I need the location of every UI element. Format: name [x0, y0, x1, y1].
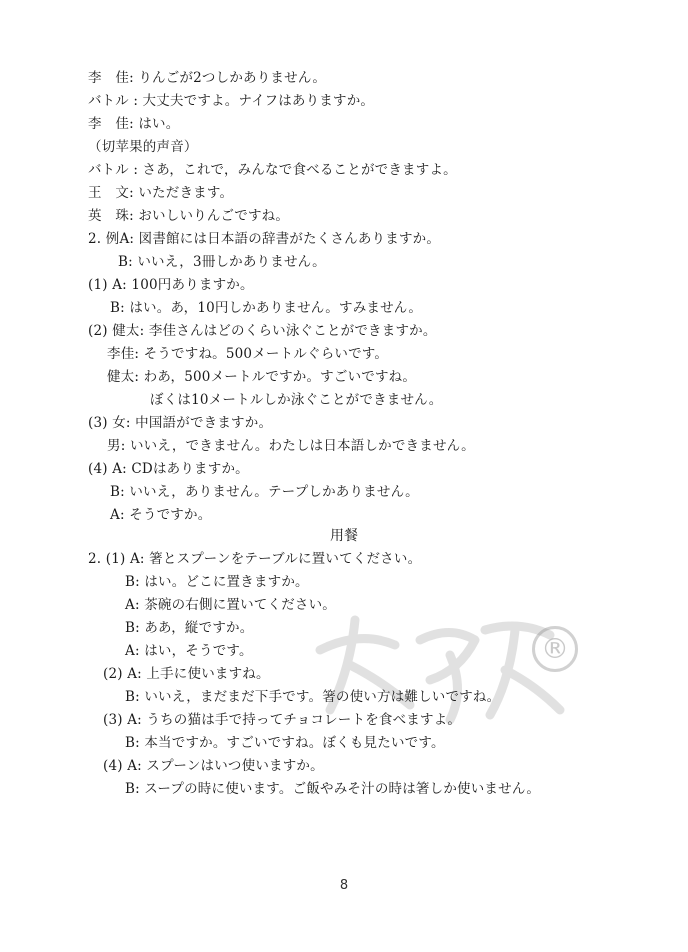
text-line: (3) A: うちの猫は手で持ってチョコレートを食べますよ。: [103, 712, 462, 728]
text-line: 健太: わあ，500メートルですか。すごいですね。: [107, 369, 417, 385]
text-line: (1) A: 100円ありますか。: [88, 277, 254, 293]
text-line: A: はい，そうです。: [125, 643, 253, 659]
text-line: B: 本当ですか。すごいですね。ぼくも見たいです。: [125, 735, 445, 751]
text-line: (4) A: CDはありますか。: [88, 461, 249, 477]
page-number: 8: [339, 878, 349, 893]
text-line: 王 文: いただきます。: [88, 185, 234, 201]
text-line: B: いいえ，3冊しかありません。: [118, 254, 326, 270]
section-heading: 用餐: [330, 528, 358, 544]
text-line: B: ああ，縦ですか。: [125, 620, 254, 636]
text-line: B: スープの時に使います。ご飯やみそ汁の時は箸しか使いません。: [125, 781, 541, 797]
text-line: 李佳: そうですね。500メートルぐらいです。: [107, 346, 389, 362]
text-line: B: いいえ，まだまだ下手です。箸の使い方は難しいですね。: [125, 689, 501, 705]
watermark-logo-icon: [300, 610, 580, 730]
text-line: B: はい。あ，10円しかありません。すみません。: [110, 300, 423, 316]
text-line: 李 佳: りんごが2つしかありません。: [88, 70, 327, 86]
text-line: A: そうですか。: [110, 507, 212, 523]
text-line: 2. 例A: 図書館には日本語の辞書がたくさんありますか。: [88, 231, 441, 247]
text-line: 男: いいえ，できません。わたしは日本語しかできません。: [107, 438, 475, 454]
text-line: 李 佳: はい。: [88, 116, 180, 132]
text-line: 英 珠: おいしいりんごですね。: [88, 208, 290, 224]
text-line: A: 茶碗の右側に置いてください。: [125, 597, 336, 613]
text-line: B: はい。どこに置きますか。: [125, 574, 309, 590]
text-line: (2) A: 上手に使いますね。: [103, 666, 270, 682]
text-line: (4) A: スプーンはいつ使いますか。: [103, 758, 324, 774]
text-line: 2. (1) A: 箸とスプーンをテーブルに置いてください。: [88, 551, 422, 567]
text-line: B: いいえ，ありません。テープしかありません。: [110, 484, 419, 500]
registered-mark-icon: ®: [532, 626, 578, 672]
text-line: バトル : さあ，これで，みんなで食べることができますよ。: [88, 162, 457, 178]
text-line: （切苹果的声音）: [88, 139, 198, 155]
text-line: ぼくは10メートルしか泳ぐことができません。: [150, 392, 443, 408]
text-line: バトル : 大丈夫ですよ。ナイフはありますか。: [88, 93, 375, 109]
text-line: (3) 女: 中国語ができますか。: [88, 415, 273, 431]
text-line: (2) 健太: 李佳さんはどのくらい泳ぐことができますか。: [88, 323, 437, 339]
